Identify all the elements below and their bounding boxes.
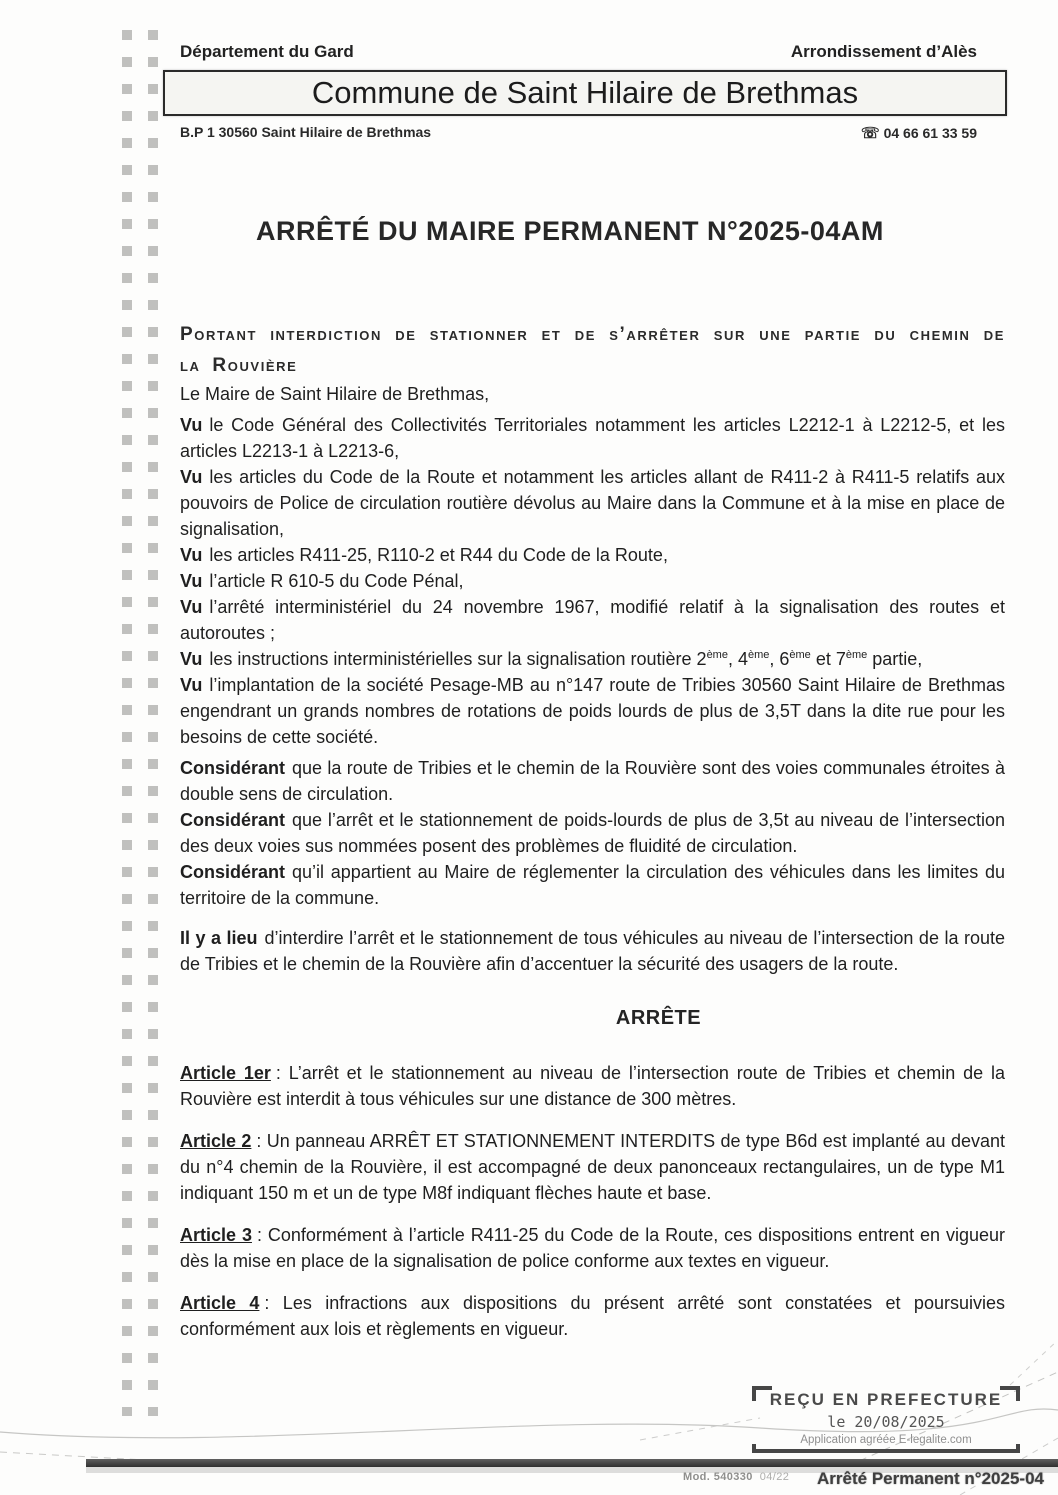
considerant-clause — [180, 807, 1005, 859]
considerant-clause — [180, 755, 1005, 807]
telephone-icon: ☏ — [860, 125, 880, 142]
vu-clause — [180, 464, 1005, 542]
commune-name: Commune de Saint Hilaire de Brethmas — [311, 75, 859, 110]
conclusion-text: d’interdire l’arrêt et le stationnement de tous véhicules au niveau de l’intersection de la route de Tribies et le chemin de la Rouvière afin d’accentuer la sécurité des usagers de la route. — [180, 928, 1005, 974]
considerant-clauses — [180, 755, 1005, 911]
vu-text: les instructions interministérielles sur la signalisation routière 2ème, 4ème, 6ème et 7ème partie, — [209, 649, 923, 669]
letterhead — [180, 42, 1005, 62]
decree-subject: Portant interdiction de stationner et de s’arrêter sur une partie du chemin de la Rouvière — [180, 324, 1005, 376]
considerant-text: qu’il appartient au Maire de réglementer la circulation des véhicules dans les limites du territoire de la commune. — [180, 862, 1005, 908]
stamp-corner — [752, 1444, 772, 1453]
vu-lead: Vu — [180, 597, 203, 617]
considerant-clause — [180, 859, 1005, 911]
article-2 — [180, 1128, 1005, 1206]
vu-text: l’article R 610-5 du Code Pénal, — [209, 571, 464, 591]
phone-number-text: 04 66 61 33 59 — [883, 125, 977, 141]
prefecture-stamp-box — [752, 1386, 1020, 1453]
arrete-heading: ARRÊTE — [615, 1007, 702, 1029]
department-label: Département du Gard — [180, 42, 354, 61]
vu-clause — [180, 568, 1005, 594]
address-row — [180, 124, 1005, 142]
footer-model-number: Mod. 540330 04/22 — [683, 1471, 790, 1483]
vu-lead: Vu — [180, 571, 203, 591]
vu-lead: Vu — [180, 467, 203, 487]
vu-clause — [180, 412, 1005, 464]
considerant-lead: Considérant — [180, 810, 286, 830]
stamp-corner — [1000, 1444, 1020, 1453]
considerant-text: que la route de Tribies et le chemin de la Rouvière sont des voies communales étroites à double sens de circulation. — [180, 758, 1005, 804]
stamp-corner — [1000, 1386, 1020, 1401]
article-3 — [180, 1222, 1005, 1274]
vu-clause — [180, 672, 1005, 750]
stamp-corner — [752, 1386, 772, 1401]
vu-clause — [180, 646, 1005, 672]
commune-title-box — [163, 70, 1007, 116]
articles — [180, 1060, 1005, 1342]
footer-scan-bar — [86, 1459, 1058, 1467]
vu-text: les articles du Code de la Route et notamment les articles allant de R411-2 à R411-5 relatifs aux pouvoirs de Police de circulation routière dévolus au Maire dans la Commune et à la mise en place de signalisation, — [180, 467, 1005, 539]
vu-lead: Vu — [180, 415, 203, 435]
opening-line: Le Maire de Saint Hilaire de Brethmas, — [180, 384, 490, 404]
decree-title: ARRÊTÉ DU MAIRE PERMANENT N°2025-04AM — [256, 216, 884, 246]
article-4-lead: Article 4 — [180, 1293, 260, 1313]
conclusion-lead: Il y a lieu — [180, 928, 258, 948]
stamp-application: Application agréée E-legalite.com — [800, 1434, 972, 1446]
vu-text: les articles R411-25, R110-2 et R44 du Code de la Route, — [209, 545, 668, 565]
conclusion-paragraph — [180, 925, 1005, 977]
vu-clause — [180, 594, 1005, 646]
considerant-lead: Considérant — [180, 862, 286, 882]
vu-clauses — [180, 412, 1005, 750]
vu-text: le Code Général des Collectivités Territoriales notamment les articles L2212-1 à L2212-5, et les articles L2213-1 à L2213-6, — [180, 415, 1005, 461]
postal-address: B.P 1 30560 Saint Hilaire de Brethmas — [180, 124, 432, 140]
article-4-text: : Les infractions aux dispositions du présent arrêté sont constatées et poursuivies conformément aux lois et règlements en vigueur. — [180, 1293, 1005, 1339]
article-1 — [180, 1060, 1005, 1112]
vu-text: l’implantation de la société Pesage-MB au n°147 route de Tribies 30560 Saint Hilaire de Brethmas engendrant un grands nombres de rotations de poids lourds de plus de 3,5T dans la dite rue pour les besoins de cette société. — [180, 675, 1005, 747]
vu-lead: Vu — [180, 649, 203, 669]
arrondissement-label: Arrondissement d’Alès — [790, 42, 977, 61]
article-1-lead: Article 1er — [180, 1063, 271, 1083]
stamp-title: REÇU EN PREFECTURE — [769, 1390, 1003, 1409]
article-3-text: : Conformément à l’article R411-25 du Code de la Route, ces dispositions entrent en vigueur dès la mise en place de la signalisation de police conforme aux textes en vigueur. — [180, 1225, 1005, 1271]
considerant-text: que l’arrêt et le stationnement de poids-lourds de plus de 3,5t au niveau de l’intersection des deux voies sus nommées posent des problèmes de fluidité de circulation. — [180, 810, 1005, 856]
phone-number — [861, 124, 1005, 142]
vu-lead: Vu — [180, 675, 203, 695]
article-2-lead: Article 2 — [180, 1131, 252, 1151]
vu-lead: Vu — [180, 545, 203, 565]
footer-document-reference: Arrêté Permanent n°2025-04 — [817, 1469, 1044, 1488]
article-2-text: : Un panneau ARRÊT ET STATIONNEMENT INTERDITS de type B6d est implanté au devant du n°4 chemin de la Rouvière, il est accompagné de deux panonceaux rectangulaires, un de type M1 indiquant 150 m et un de type M8f indiquant flèches haute et base. — [180, 1131, 1005, 1203]
article-3-lead: Article 3 — [180, 1225, 252, 1245]
article-4 — [180, 1290, 1005, 1342]
vu-text: l’arrêté interministériel du 24 novembre 1967, modifié relatif à la signalisation des routes et autoroutes ; — [180, 597, 1005, 643]
article-1-text: : L’arrêt et le stationnement au niveau de l’intersection route de Tribies et chemin de la Rouvière est interdit à tous véhicules sur une distance de 300 mètres. — [180, 1063, 1005, 1109]
considerant-lead: Considérant — [180, 758, 286, 778]
vu-clause — [180, 542, 1005, 568]
stamp-date: le 20/08/2025 — [827, 1413, 945, 1431]
